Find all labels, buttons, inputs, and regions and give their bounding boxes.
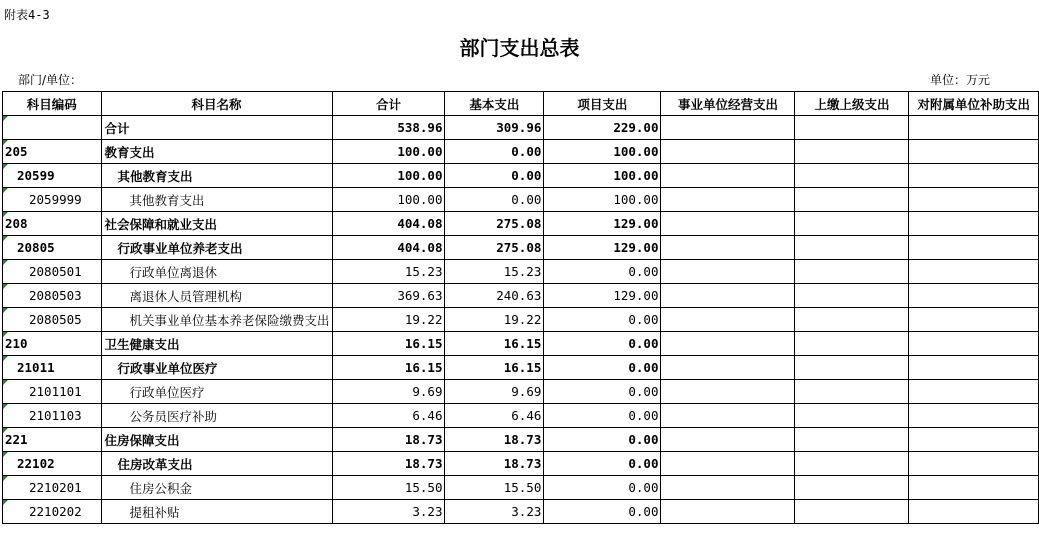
code-text: 2210202	[29, 504, 82, 519]
cell-code[interactable]	[3, 116, 102, 140]
cell-total[interactable]: 538.96	[332, 116, 445, 140]
cell-business[interactable]	[661, 500, 795, 524]
cell-upper[interactable]	[795, 356, 909, 380]
code-text: 208	[5, 216, 28, 231]
table-row	[3, 380, 1039, 404]
cell-project[interactable]: 100.00	[544, 164, 661, 188]
cell-upper[interactable]	[795, 212, 909, 236]
table-row	[3, 236, 1039, 260]
cell-basic[interactable]: 16.15	[445, 356, 544, 380]
cell-project[interactable]: 0.00	[544, 500, 661, 524]
cell-project[interactable]: 0.00	[544, 332, 661, 356]
cell-business[interactable]	[661, 452, 795, 476]
code-text: 2101103	[29, 408, 82, 423]
code-text: 2210201	[29, 480, 82, 495]
code-text: 221	[5, 432, 28, 447]
cell-upper[interactable]	[795, 500, 909, 524]
cell-code[interactable]	[3, 188, 102, 212]
cell-project[interactable]: 0.00	[544, 404, 661, 428]
code-text: 2080505	[29, 312, 82, 327]
cell-business[interactable]	[661, 236, 795, 260]
cell-marker-icon	[3, 356, 8, 361]
cell-name[interactable]: 住房改革支出	[101, 452, 332, 476]
cell-name[interactable]: 行政事业单位养老支出	[101, 236, 332, 260]
cell-basic[interactable]: 240.63	[445, 284, 544, 308]
cell-basic[interactable]: 0.00	[445, 164, 544, 188]
cell-name[interactable]: 行政事业单位医疗	[101, 356, 332, 380]
cell-code[interactable]	[3, 236, 102, 260]
code-text: 2059999	[29, 192, 82, 207]
cell-project[interactable]: 0.00	[544, 356, 661, 380]
cell-subsidy[interactable]	[909, 356, 1039, 380]
cell-business[interactable]	[661, 404, 795, 428]
table-row	[3, 284, 1039, 308]
cell-project[interactable]: 129.00	[544, 284, 661, 308]
cell-total[interactable]: 16.15	[332, 356, 445, 380]
cell-code[interactable]	[3, 356, 102, 380]
cell-total[interactable]: 404.08	[332, 236, 445, 260]
cell-subsidy[interactable]	[909, 212, 1039, 236]
cell-marker-icon	[3, 404, 8, 409]
cell-subsidy[interactable]	[909, 116, 1039, 140]
cell-code[interactable]	[3, 140, 102, 164]
cell-marker-icon	[3, 260, 8, 265]
cell-code[interactable]	[3, 284, 102, 308]
unit-label: 单位：万元	[930, 73, 991, 87]
cell-business[interactable]	[661, 308, 795, 332]
cell-upper[interactable]	[795, 428, 909, 452]
cell-subsidy[interactable]	[909, 380, 1039, 404]
code-text: 205	[5, 144, 28, 159]
cell-business[interactable]	[661, 476, 795, 500]
cell-marker-icon	[3, 116, 8, 121]
cell-name[interactable]: 公务员医疗补助	[101, 404, 332, 428]
cell-marker-icon	[3, 164, 8, 169]
table-row	[3, 404, 1039, 428]
page-title: 部门支出总表	[459, 36, 580, 60]
cell-project[interactable]: 100.00	[544, 140, 661, 164]
cell-marker-icon	[3, 500, 8, 505]
cell-subsidy[interactable]	[909, 188, 1039, 212]
cell-marker-icon	[3, 188, 8, 193]
code-text: 21011	[17, 360, 55, 375]
cell-basic[interactable]: 3.23	[445, 500, 544, 524]
cell-name[interactable]: 教育支出	[101, 140, 332, 164]
table-row	[3, 260, 1039, 284]
table-row	[3, 116, 1039, 140]
cell-subsidy[interactable]	[909, 284, 1039, 308]
cell-marker-icon	[3, 308, 8, 313]
cell-marker-icon	[3, 476, 8, 481]
cell-code[interactable]	[3, 164, 102, 188]
cell-name[interactable]: 住房公积金	[101, 476, 332, 500]
cell-total[interactable]: 15.50	[332, 476, 445, 500]
header-subsidy[interactable]: 对附属单位补助支出	[909, 92, 1039, 116]
header-upper[interactable]: 上缴上级支出	[795, 92, 909, 116]
table-row	[3, 212, 1039, 236]
cell-total[interactable]: 3.23	[332, 500, 445, 524]
cell-project[interactable]: 0.00	[544, 428, 661, 452]
cell-total[interactable]: 18.73	[332, 428, 445, 452]
cell-subsidy[interactable]	[909, 140, 1039, 164]
cell-upper[interactable]	[795, 332, 909, 356]
cell-project[interactable]: 0.00	[544, 260, 661, 284]
cell-total[interactable]: 19.22	[332, 308, 445, 332]
cell-code[interactable]	[3, 380, 102, 404]
dept-label: 部门/单位：	[18, 73, 83, 87]
cell-code[interactable]	[3, 212, 102, 236]
cell-name[interactable]: 其他教育支出	[101, 164, 332, 188]
cell-name[interactable]: 卫生健康支出	[101, 332, 332, 356]
cell-code[interactable]	[3, 452, 102, 476]
cell-business[interactable]	[661, 428, 795, 452]
table-row	[3, 140, 1039, 164]
cell-marker-icon	[3, 332, 8, 337]
cell-total[interactable]: 16.15	[332, 332, 445, 356]
cell-basic[interactable]: 0.00	[445, 188, 544, 212]
cell-subsidy[interactable]	[909, 476, 1039, 500]
cell-subsidy[interactable]	[909, 500, 1039, 524]
cell-basic[interactable]: 19.22	[445, 308, 544, 332]
table-row	[3, 308, 1039, 332]
cell-upper[interactable]	[795, 380, 909, 404]
header-name[interactable]: 科目名称	[101, 92, 332, 116]
cell-business[interactable]	[661, 140, 795, 164]
cell-business[interactable]	[661, 332, 795, 356]
cell-project[interactable]: 0.00	[544, 380, 661, 404]
header-row	[3, 92, 1039, 116]
cell-project[interactable]: 100.00	[544, 188, 661, 212]
cell-code[interactable]	[3, 500, 102, 524]
cell-marker-icon	[3, 380, 8, 385]
cell-total[interactable]: 404.08	[332, 212, 445, 236]
cell-name[interactable]: 其他教育支出	[101, 188, 332, 212]
cell-name[interactable]: 离退休人员管理机构	[101, 284, 332, 308]
cell-upper[interactable]	[795, 260, 909, 284]
cell-business[interactable]	[661, 380, 795, 404]
cell-project[interactable]: 0.00	[544, 452, 661, 476]
cell-marker-icon	[3, 236, 8, 241]
cell-project[interactable]: 0.00	[544, 476, 661, 500]
cell-upper[interactable]	[795, 404, 909, 428]
cell-marker-icon	[3, 428, 8, 433]
cell-basic[interactable]: 0.00	[445, 140, 544, 164]
cell-basic[interactable]: 275.08	[445, 236, 544, 260]
code-text: 22102	[17, 456, 55, 471]
header-business[interactable]: 事业单位经营支出	[661, 92, 795, 116]
cell-total[interactable]: 100.00	[332, 188, 445, 212]
cell-project[interactable]: 129.00	[544, 236, 661, 260]
cell-total[interactable]: 9.69	[332, 380, 445, 404]
cell-basic[interactable]: 9.69	[445, 380, 544, 404]
cell-upper[interactable]	[795, 188, 909, 212]
cell-total[interactable]: 369.63	[332, 284, 445, 308]
cell-business[interactable]	[661, 212, 795, 236]
cell-subsidy[interactable]	[909, 308, 1039, 332]
cell-total[interactable]: 6.46	[332, 404, 445, 428]
cell-code[interactable]	[3, 428, 102, 452]
cell-name[interactable]: 行政单位离退休	[101, 260, 332, 284]
attachment-label: 附表4-3	[4, 8, 50, 22]
cell-name[interactable]: 住房保障支出	[101, 428, 332, 452]
table-row	[3, 428, 1039, 452]
cell-upper[interactable]	[795, 476, 909, 500]
code-text: 2080503	[29, 288, 82, 303]
cell-code[interactable]	[3, 260, 102, 284]
cell-total[interactable]: 15.23	[332, 260, 445, 284]
cell-name[interactable]: 提租补贴	[101, 500, 332, 524]
code-text: 20599	[17, 168, 55, 183]
cell-basic[interactable]: 18.73	[445, 452, 544, 476]
header-total[interactable]: 合计	[332, 92, 445, 116]
cell-project[interactable]: 0.00	[544, 308, 661, 332]
cell-business[interactable]	[661, 164, 795, 188]
cell-basic[interactable]: 15.23	[445, 260, 544, 284]
code-text: 2080501	[29, 264, 82, 279]
cell-name[interactable]: 合计	[101, 116, 332, 140]
cell-subsidy[interactable]	[909, 452, 1039, 476]
cell-basic[interactable]: 6.46	[445, 404, 544, 428]
cell-project[interactable]: 229.00	[544, 116, 661, 140]
cell-code[interactable]	[3, 476, 102, 500]
cell-subsidy[interactable]	[909, 404, 1039, 428]
expenditure-table	[2, 91, 1039, 524]
cell-subsidy[interactable]	[909, 428, 1039, 452]
cell-basic[interactable]: 18.73	[445, 428, 544, 452]
cell-code[interactable]	[3, 404, 102, 428]
cell-marker-icon	[3, 284, 8, 289]
cell-upper[interactable]	[795, 284, 909, 308]
cell-name[interactable]: 社会保障和就业支出	[101, 212, 332, 236]
cell-subsidy[interactable]	[909, 332, 1039, 356]
cell-marker-icon	[3, 140, 8, 145]
cell-business[interactable]	[661, 188, 795, 212]
table-row	[3, 188, 1039, 212]
table-row	[3, 332, 1039, 356]
table-row	[3, 476, 1039, 500]
cell-upper[interactable]	[795, 308, 909, 332]
cell-upper[interactable]	[795, 236, 909, 260]
cell-subsidy[interactable]	[909, 236, 1039, 260]
cell-name[interactable]: 机关事业单位基本养老保险缴费支出	[101, 308, 332, 332]
cell-business[interactable]	[661, 116, 795, 140]
cell-upper[interactable]	[795, 452, 909, 476]
table-row	[3, 500, 1039, 524]
cell-business[interactable]	[661, 284, 795, 308]
cell-upper[interactable]	[795, 116, 909, 140]
code-text: 210	[5, 336, 28, 351]
table-row	[3, 452, 1039, 476]
cell-subsidy[interactable]	[909, 260, 1039, 284]
cell-upper[interactable]	[795, 164, 909, 188]
header-code[interactable]: 科目编码	[3, 92, 102, 116]
code-text: 20805	[17, 240, 55, 255]
code-text: 2101101	[29, 384, 82, 399]
cell-project[interactable]: 129.00	[544, 212, 661, 236]
cell-basic[interactable]: 275.08	[445, 212, 544, 236]
header-basic[interactable]: 基本支出	[445, 92, 544, 116]
cell-marker-icon	[3, 452, 8, 457]
cell-business[interactable]	[661, 356, 795, 380]
cell-subsidy[interactable]	[909, 164, 1039, 188]
cell-basic[interactable]: 16.15	[445, 332, 544, 356]
cell-name[interactable]: 行政单位医疗	[101, 380, 332, 404]
cell-marker-icon	[3, 212, 8, 217]
cell-total[interactable]: 100.00	[332, 140, 445, 164]
cell-basic[interactable]: 15.50	[445, 476, 544, 500]
cell-basic[interactable]: 309.96	[445, 116, 544, 140]
cell-code[interactable]	[3, 308, 102, 332]
table-row	[3, 356, 1039, 380]
cell-total[interactable]: 18.73	[332, 452, 445, 476]
header-project[interactable]: 项目支出	[544, 92, 661, 116]
table-row	[3, 164, 1039, 188]
cell-total[interactable]: 100.00	[332, 164, 445, 188]
cell-business[interactable]	[661, 260, 795, 284]
cell-upper[interactable]	[795, 140, 909, 164]
cell-code[interactable]	[3, 332, 102, 356]
